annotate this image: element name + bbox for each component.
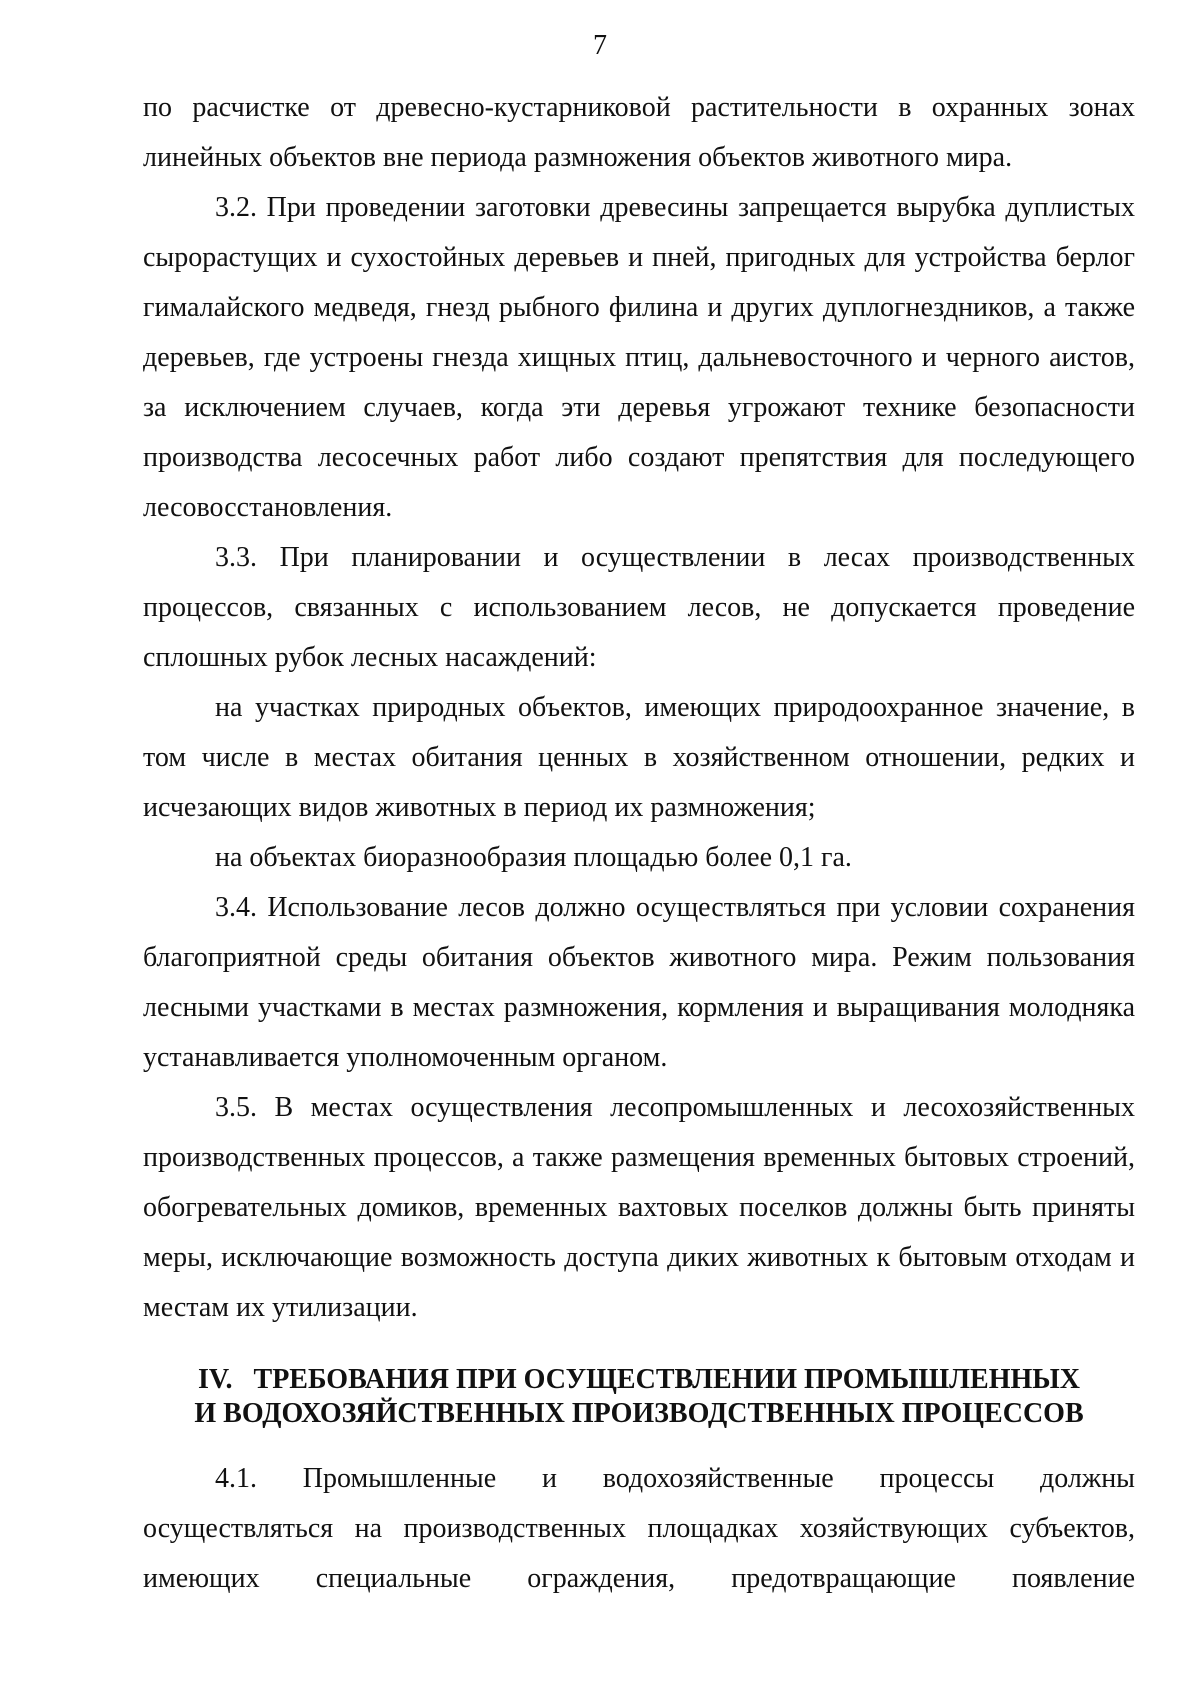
paragraph-3-3-item-1: на участках природных объектов, имеющих природоохранное значение, в том числе в местах обитания ценных в хозяйственном отношении, редких и исчезающих видов животных в период их размножения;: [143, 692, 1135, 823]
paragraph-3-4: 3.4. Использование лесов должно осуществляться при условии сохранения благоприятной среды обитания объектов животного мира. Режим пользования лесными участками в местах размножения, кормления и выращивания молодняка устанавливается уполномоченным органом.: [143, 892, 1135, 1073]
section-heading-line-1: IV. ТРЕБОВАНИЯ ПРИ ОСУЩЕСТВЛЕНИИ ПРОМЫШЛЕННЫХ: [198, 1364, 1080, 1395]
paragraph-3-5: 3.5. В местах осуществления лесопромышленных и лесохозяйственных производственных процессов, а также размещения временных бытовых строений, обогревательных домиков, временных вахтовых поселков должны быть приняты меры, исключающие возможность доступа диких животных к бытовым отходам и местам их утилизации.: [143, 1092, 1135, 1323]
paragraph-3-2: 3.2. При проведении заготовки древесины запрещается вырубка дуплистых сырорастущих и сухостойных деревьев и пней, пригодных для устройства берлог гималайского медведя, гнезд рыбного филина и других дуплогнездников, а также деревьев, где устроены гнезда хищных птиц, дальневосточного и черного аистов, за исключением случаев, когда эти деревья угрожают технике безопасности производства лесосечных работ либо создают препятствия для последующего лесовосстановления.: [143, 192, 1135, 523]
section-heading-iv: [143, 1363, 1135, 1431]
page-number: 7: [593, 30, 607, 61]
paragraph-continuation: по расчистке от древесно-кустарниковой растительности в охранных зонах линейных объектов вне периода размножения объектов животного мира.: [143, 92, 1135, 173]
section-heading-line-2: И ВОДОХОЗЯЙСТВЕННЫХ ПРОИЗВОДСТВЕННЫХ ПРОЦЕССОВ: [194, 1398, 1084, 1429]
paragraph-4-1: 4.1. Промышленные и водохозяйственные процессы должны осуществляться на производственных площадках хозяйствующих субъектов, имеющих специальные ограждения, предотвращающие появление: [143, 1463, 1135, 1594]
paragraph-3-3: 3.3. При планировании и осуществлении в лесах производственных процессов, связанных с использованием лесов, не допускается проведение сплошных рубок лесных насаждений:: [143, 542, 1135, 673]
document-body: [143, 83, 1135, 1333]
paragraph-3-3-item-2: на объектах биоразнообразия площадью более 0,1 га.: [215, 842, 852, 873]
document-body-section-iv: [143, 1454, 1135, 1604]
